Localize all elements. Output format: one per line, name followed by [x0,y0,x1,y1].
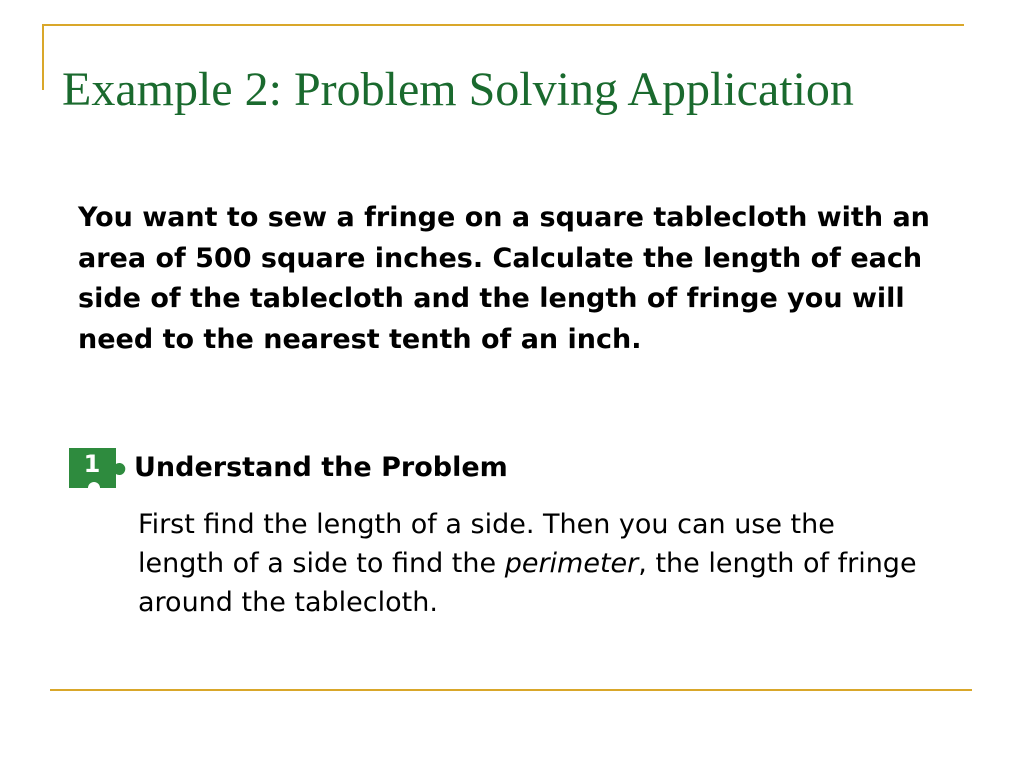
puzzle-piece-icon [66,444,132,494]
step-number: 1 [83,450,101,478]
step-body [138,505,918,622]
step-body-text-2: , the length of fringe around the tablecloth. [138,548,917,618]
step-body-text-1: First find the length of a side. Then you can use the length of a side to find the [138,509,835,579]
slide-title: Example 2: Problem Solving Application [62,63,854,116]
frame-top-line [42,24,964,26]
frame-left-line [42,24,44,90]
frame-bottom-line [50,689,972,691]
perimeter-term: perimeter [504,548,639,579]
step-heading: Understand the Problem [134,452,508,483]
problem-statement: You want to sew a fringe on a square tablecloth with an area of 500 square inches. Calculate the length of each side of the tablecloth and the length of fringe you will need to the nearest tenth of an inch. [78,202,930,355]
